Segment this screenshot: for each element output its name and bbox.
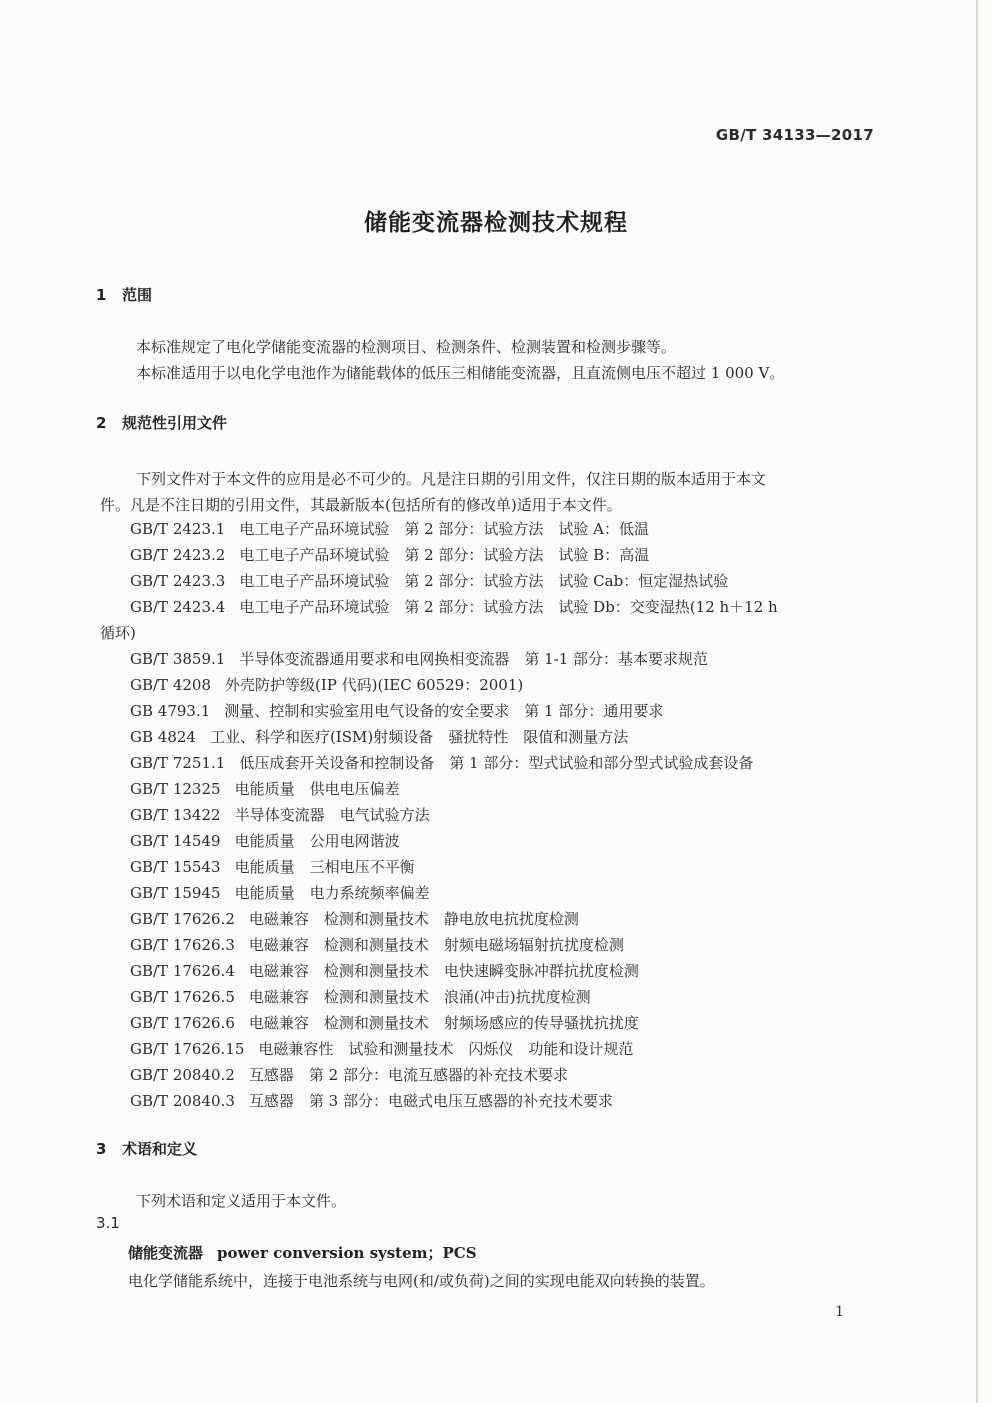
reference-code: GB/T 2423.4 <box>130 598 226 616</box>
reference-item <box>100 672 882 698</box>
document-title: 储能变流器检测技术规程 <box>364 210 628 236</box>
reference-title: 电磁兼容 检测和测量技术 浪涌(冲击)抗扰度检测 <box>248 988 591 1006</box>
section-title: 术语和定义 <box>122 1140 198 1158</box>
reference-code: GB/T 20840.3 <box>130 1092 235 1110</box>
reference-title: 半导体变流器 电气试验方法 <box>234 806 430 824</box>
reference-title: 互感器 第 3 部分：电磁式电压互感器的补充技术要求 <box>248 1092 613 1110</box>
section-number: 1 <box>96 286 107 304</box>
reference-item <box>100 958 882 984</box>
reference-title: 电工电子产品环境试验 第 2 部分：试验方法 试验 Db：交变湿热(12 h＋12 h <box>239 598 778 616</box>
reference-code: GB/T 17626.5 <box>130 988 235 1006</box>
reference-item <box>100 854 882 880</box>
reference-title: 电磁兼容性 试验和测量技术 闪烁仪 功能和设计规范 <box>258 1040 634 1058</box>
reference-code: GB/T 14549 <box>130 832 221 850</box>
reference-code: GB/T 17626.6 <box>130 1014 235 1032</box>
reference-code: GB/T 12325 <box>130 780 221 798</box>
reference-item <box>100 802 882 828</box>
reference-item <box>100 698 882 724</box>
reference-item <box>100 776 882 802</box>
page-number: 1 <box>835 1304 844 1320</box>
reference-title: 工业、科学和医疗(ISM)射频设备 骚扰特性 限值和测量方法 <box>209 728 629 746</box>
reference-item <box>100 1010 882 1036</box>
reference-code: GB/T 20840.2 <box>130 1066 235 1084</box>
reference-code: GB/T 15945 <box>130 884 221 902</box>
reference-title: 测量、控制和实验室用电气设备的安全要求 第 1 部分：通用要求 <box>224 702 664 720</box>
section-3-heading <box>96 1138 197 1159</box>
reference-title: 半导体变流器通用要求和电网换相变流器 第 1-1 部分：基本要求规范 <box>239 650 709 668</box>
section-1-heading <box>96 284 152 305</box>
reference-title: 电能质量 三相电压不平衡 <box>234 858 415 876</box>
term-heading <box>128 1242 477 1263</box>
term-english: power conversion system；PCS <box>217 1244 477 1262</box>
reference-code: GB/T 2423.2 <box>130 546 226 564</box>
reference-code: GB/T 2423.1 <box>130 520 226 538</box>
reference-title: 互感器 第 2 部分：电流互感器的补充技术要求 <box>248 1066 568 1084</box>
reference-title: 电磁兼容 检测和测量技术 射频场感应的传导骚扰抗扰度 <box>248 1014 639 1032</box>
scope-paragraphs <box>100 334 882 386</box>
reference-item <box>100 724 882 750</box>
reference-code: GB/T 15543 <box>130 858 221 876</box>
reference-title: 电工电子产品环境试验 第 2 部分：试验方法 试验 A：低温 <box>239 520 650 538</box>
reference-item <box>100 568 882 594</box>
reference-code: GB/T 17626.4 <box>130 962 235 980</box>
reference-title: 电磁兼容 检测和测量技术 射频电磁场辐射抗扰度检测 <box>248 936 624 954</box>
reference-item <box>100 750 882 776</box>
reference-list <box>100 516 882 1114</box>
section-2-heading <box>96 412 227 433</box>
term-chinese: 储能变流器 <box>128 1244 204 1262</box>
reference-code: GB/T 4208 <box>130 676 212 694</box>
standard-number: GB/T 34133—2017 <box>715 126 874 144</box>
reference-item <box>100 1062 882 1088</box>
section-title: 范围 <box>122 286 153 304</box>
reference-item <box>100 1036 882 1062</box>
paragraph-line: 件。凡是不注日期的引用文件，其最新版本(包括所有的修改单)适用于本文件。 <box>100 496 622 514</box>
reference-code: GB/T 3859.1 <box>130 650 226 668</box>
reference-code: GB 4824 <box>130 728 196 746</box>
reference-code: GB/T 17626.2 <box>130 910 235 928</box>
reference-title: 外壳防护等级(IP 代码)(IEC 60529：2001) <box>225 676 524 694</box>
paragraph: 本标准规定了电化学储能变流器的检测项目、检测条件、检测装置和检测步骤等。 <box>136 338 677 356</box>
reference-item <box>100 932 882 958</box>
reference-item <box>100 984 882 1010</box>
term-definition: 电化学储能系统中，连接于电池系统与电网(和/或负荷)之间的实现电能双向转换的装置。 <box>128 1272 715 1290</box>
section-title: 规范性引用文件 <box>122 414 228 432</box>
reference-item <box>100 542 882 568</box>
reference-item <box>100 594 882 620</box>
reference-title: 电工电子产品环境试验 第 2 部分：试验方法 试验 B：高温 <box>239 546 650 564</box>
reference-continuation: 循环) <box>100 624 136 642</box>
reference-item <box>100 646 882 672</box>
reference-title: 低压成套开关设备和控制设备 第 1 部分：型式试验和部分型式试验成套设备 <box>239 754 754 772</box>
reference-item <box>100 906 882 932</box>
reference-code: GB/T 17626.15 <box>130 1040 245 1058</box>
reference-code: GB/T 13422 <box>130 806 221 824</box>
term-number: 3.1 <box>96 1214 120 1232</box>
reference-title: 电能质量 供电电压偏差 <box>234 780 400 798</box>
reference-item <box>100 516 882 542</box>
paragraph: 下列术语和定义适用于本文件。 <box>136 1192 347 1210</box>
section-number: 3 <box>96 1140 107 1158</box>
reference-title: 电能质量 电力系统频率偏差 <box>234 884 430 902</box>
reference-code: GB/T 7251.1 <box>130 754 226 772</box>
paragraph-line: 下列文件对于本文件的应用是必不可少的。凡是注日期的引用文件，仅注日期的版本适用于本文 <box>136 470 767 488</box>
references-intro <box>100 466 882 518</box>
section-number: 2 <box>96 414 107 432</box>
paragraph: 本标准适用于以电化学电池作为储能载体的低压三相储能变流器，且直流侧电压不超过 1 000 V。 <box>136 364 785 382</box>
reference-title: 电磁兼容 检测和测量技术 静电放电抗扰度检测 <box>248 910 579 928</box>
reference-code: GB 4793.1 <box>130 702 211 720</box>
reference-title: 电工电子产品环境试验 第 2 部分：试验方法 试验 Cab：恒定湿热试验 <box>239 572 729 590</box>
terms-intro <box>100 1188 882 1214</box>
reference-code: GB/T 17626.3 <box>130 936 235 954</box>
reference-item <box>100 1088 882 1114</box>
reference-code: GB/T 2423.3 <box>130 572 226 590</box>
reference-item <box>100 880 882 906</box>
reference-item <box>100 828 882 854</box>
reference-title: 电能质量 公用电网谐波 <box>234 832 400 850</box>
reference-title: 电磁兼容 检测和测量技术 电快速瞬变脉冲群抗扰度检测 <box>248 962 639 980</box>
